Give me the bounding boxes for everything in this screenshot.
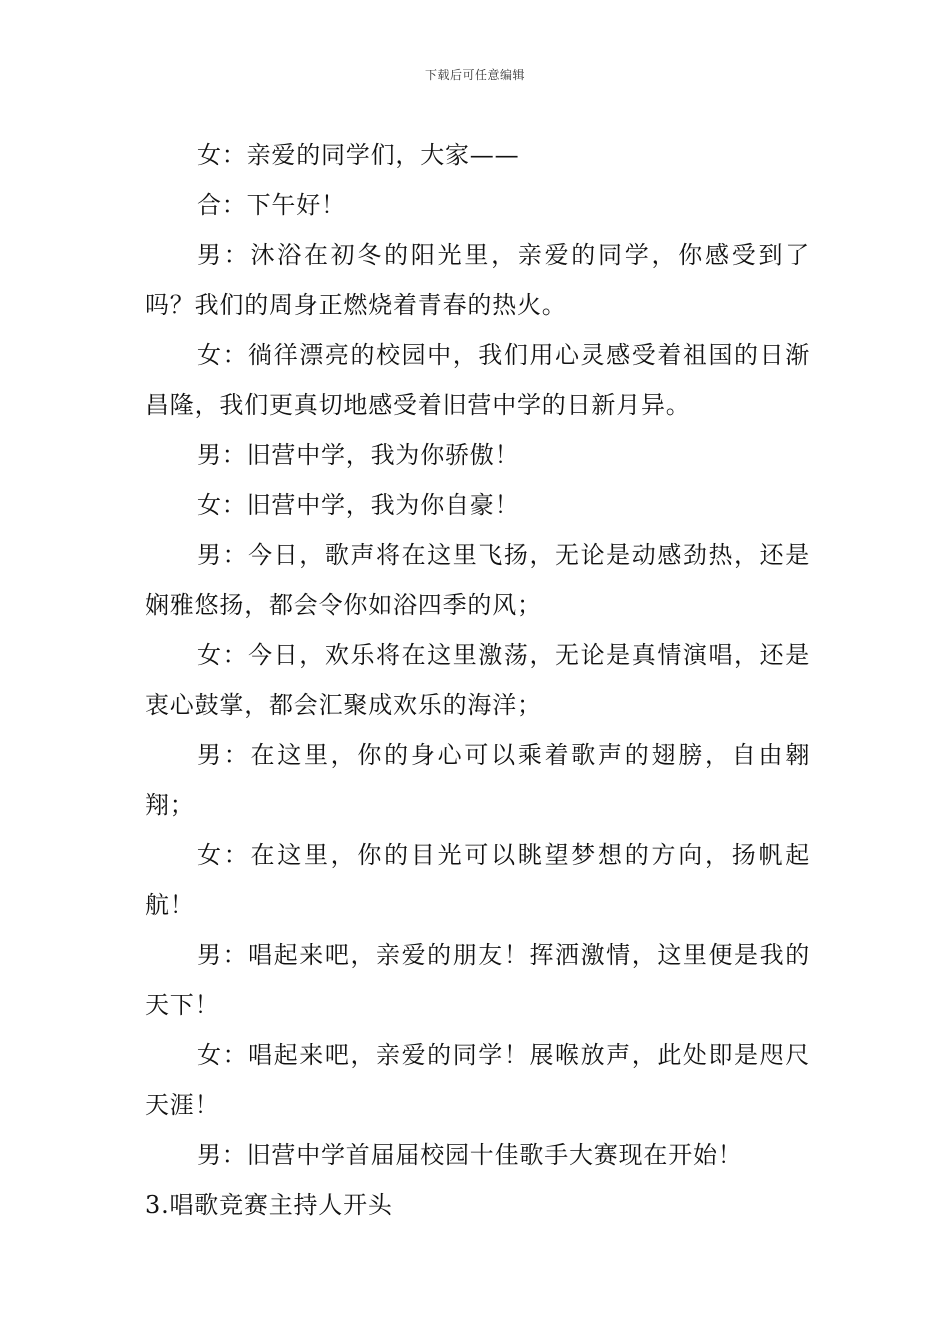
paragraph: 男：今日，歌声将在这里飞扬，无论是动感劲热，还是娴雅悠扬，都会令你如浴四季的风； <box>145 541 810 619</box>
paragraph: 女：亲爱的同学们，大家—— <box>197 141 520 169</box>
document-body <box>145 130 810 1230</box>
section-heading: 3.唱歌竞赛主持人开头 <box>145 1191 393 1219</box>
paragraph: 男：在这里，你的身心可以乘着歌声的翅膀，自由翱翔； <box>145 741 810 819</box>
paragraph: 女：今日，欢乐将在这里激荡，无论是真情演唱，还是衷心鼓掌，都会汇聚成欢乐的海洋； <box>145 641 810 719</box>
paragraph: 女：唱起来吧，亲爱的同学！展喉放声，此处即是咫尺天涯！ <box>145 1041 810 1119</box>
paragraph: 男：唱起来吧，亲爱的朋友！挥洒激情，这里便是我的天下！ <box>145 941 810 1019</box>
paragraph: 合：下午好！ <box>197 191 346 219</box>
paragraph: 男：旧营中学首届届校园十佳歌手大赛现在开始！ <box>197 1141 743 1169</box>
paragraph: 女：徜徉漂亮的校园中，我们用心灵感受着祖国的日渐昌隆，我们更真切地感受着旧营中学的日新月异。 <box>145 341 810 419</box>
header-note: 下载后可任意编辑 <box>424 68 525 82</box>
paragraph: 女：在这里，你的目光可以眺望梦想的方向，扬帆起航！ <box>145 841 810 919</box>
paragraph: 男：沐浴在初冬的阳光里，亲爱的同学，你感受到了吗？我们的周身正燃烧着青春的热火。 <box>145 241 810 319</box>
paragraph: 女：旧营中学，我为你自豪！ <box>197 491 520 519</box>
paragraph: 男：旧营中学，我为你骄傲！ <box>197 441 520 469</box>
